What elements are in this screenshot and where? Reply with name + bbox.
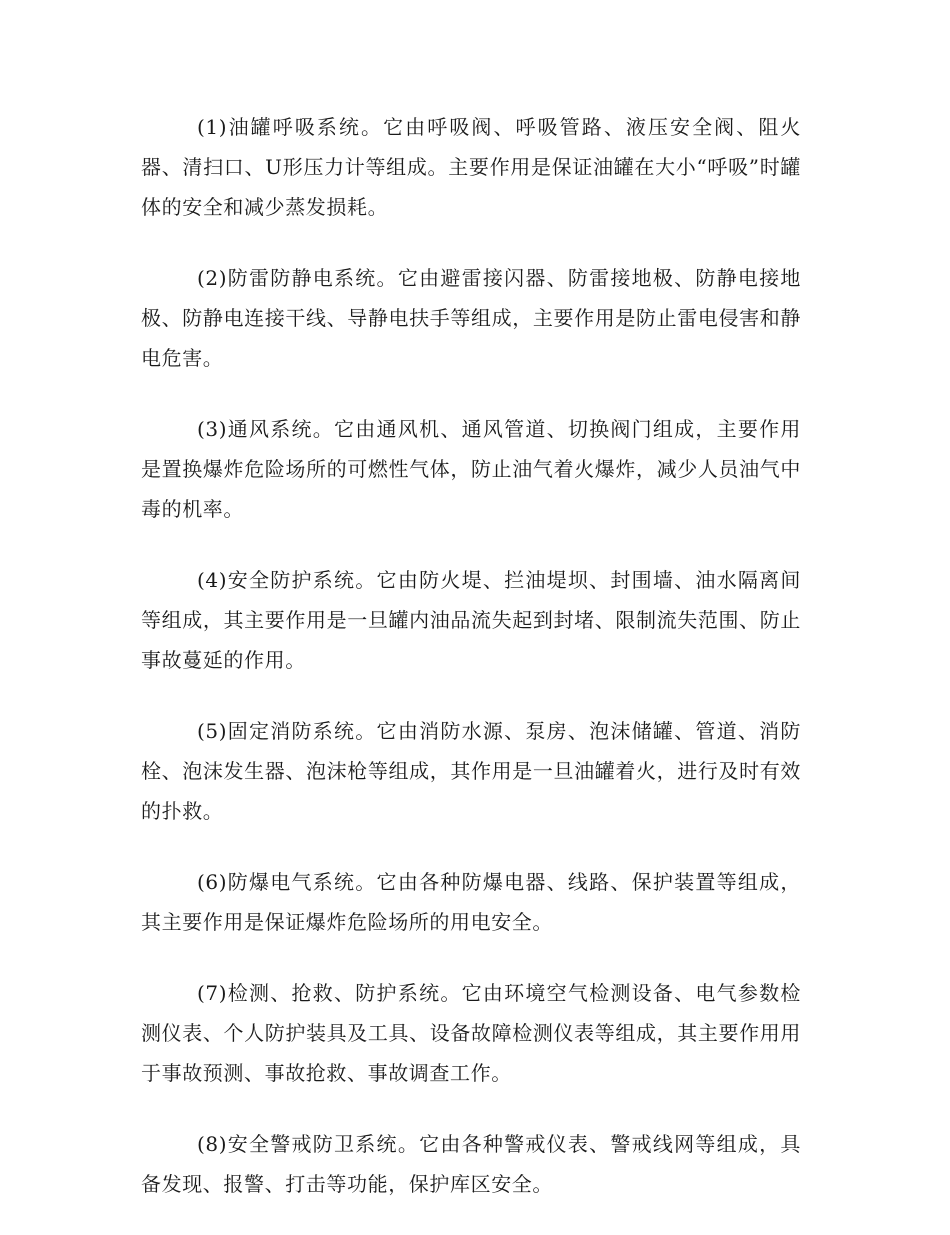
- paragraph-oil-tank-breathing-system: (1)油罐呼吸系统。它由呼吸阀、呼吸管路、液压安全阀、阻火器、清扫口、U形压力计等组成。主要作用是保证油罐在大小“呼吸”时罐体的安全和减少蒸发损耗。: [141, 115, 801, 219]
- paragraph-detection-rescue-protection-system: (7)检测、抢救、防护系统。它由环境空气检测设备、电气参数检测仪表、个人防护装具及工具、设备故障检测仪表等组成，其主要作用用于事故预测、事故抢救、事故调查工作。: [141, 981, 801, 1085]
- paragraph-security-alert-defense-system: (8)安全警戒防卫系统。它由各种警戒仪表、警戒线网等组成，具备发现、报警、打击等功能，保护库区安全。: [141, 1132, 801, 1196]
- paragraph-explosion-proof-electrical-system: (6)防爆电气系统。它由各种防爆电器、线路、保护装置等组成，其主要作用是保证爆炸危险场所的用电安全。: [141, 870, 801, 934]
- document-page: [141, 107, 801, 1235]
- paragraph-safety-protection-system: (4)安全防护系统。它由防火堤、拦油堤坝、封围墙、油水隔离间等组成，其主要作用是一旦罐内油品流失起到封堵、限制流失范围、防止事故蔓延的作用。: [141, 568, 801, 672]
- paragraph-fixed-fire-fighting-system: (5)固定消防系统。它由消防水源、泵房、泡沫储罐、管道、消防栓、泡沫发生器、泡沫枪等组成，其作用是一旦油罐着火，进行及时有效的扑救。: [141, 719, 801, 823]
- paragraph-lightning-static-protection-system: (2)防雷防静电系统。它由避雷接闪器、防雷接地极、防静电接地极、防静电连接干线、导静电扶手等组成，主要作用是防止雷电侵害和静电危害。: [141, 266, 801, 370]
- paragraph-ventilation-system: (3)通风系统。它由通风机、通风管道、切换阀门组成，主要作用是置换爆炸危险场所的可燃性气体，防止油气着火爆炸，减少人员油气中毒的机率。: [141, 417, 801, 521]
